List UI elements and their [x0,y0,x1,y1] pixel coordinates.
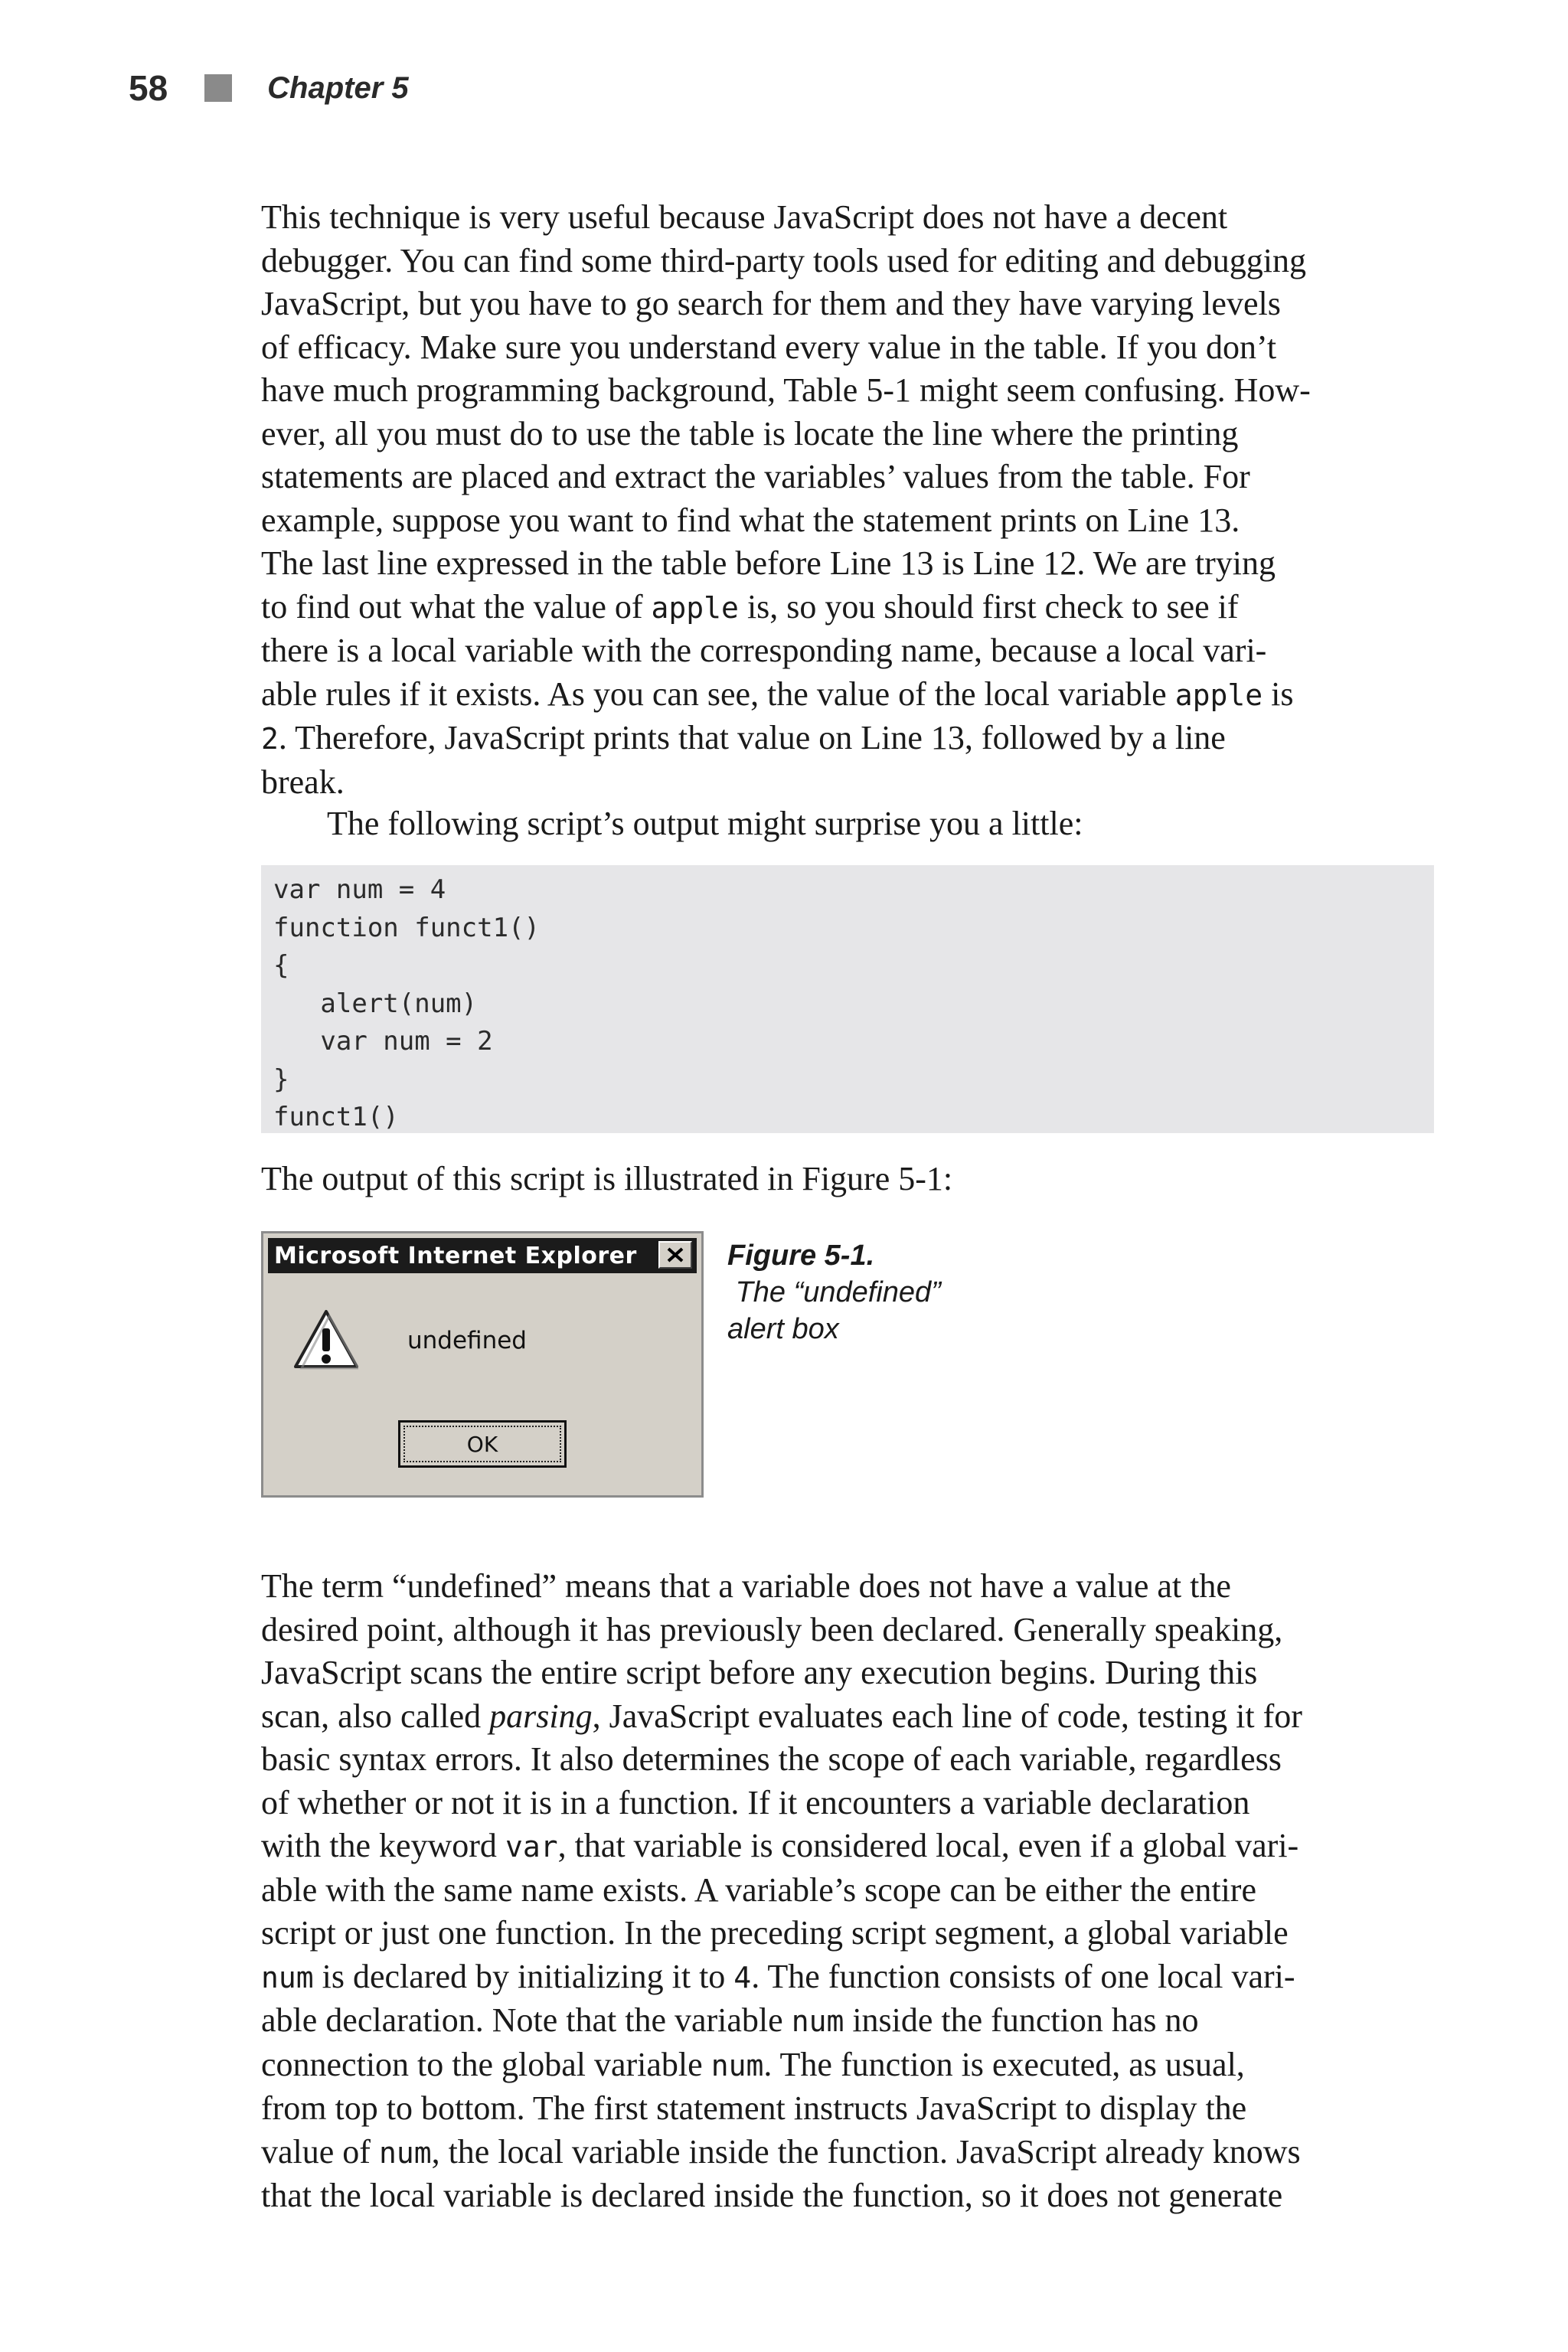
inline-code: 2 [261,722,279,756]
code-line: { [273,950,289,981]
text-fragment: is [1263,675,1294,713]
dialog-title: Microsoft Internet Explorer [274,1243,637,1269]
text-fragment: able rules if it exists. As you can see, the value of the local variable [261,675,1175,713]
inline-code: num [261,1960,314,1994]
code-line: } [273,1063,289,1095]
paragraph-figure-reference: The output of this script is illustrated in Figure 5-1: [261,1160,953,1197]
text-line: from top to bottom. The first statement instructs JavaScript to display the [261,2089,1247,2127]
close-icon [665,1246,685,1263]
inline-code: num [378,2135,432,2170]
text-fragment: , that variable is considered local, even if a global vari- [557,1827,1299,1864]
text-line [261,717,1440,761]
inline-code: num [710,2048,764,2082]
text-fragment: value of [261,2132,379,2171]
text-line: of efficacy. Make sure you understand every value in the table. If you don’t [261,328,1277,366]
header-square-ornament [204,74,232,102]
close-button[interactable] [658,1241,692,1269]
paragraph-script-intro: The following script’s output might surprise you a little: [327,805,1083,842]
inline-code: apple [651,590,739,625]
text-fragment: to find out what the value of [261,587,652,626]
text-fragment: inside the function has no [844,2001,1199,2039]
inline-code: 4 [733,1960,752,1994]
code-line: function funct1() [273,912,540,943]
inline-code: num [791,2004,844,2038]
text-line: ever, all you must do to use the table is locate the line where the printing [261,414,1239,452]
text-line: of whether or not it is in a function. If it encounters a variable declaration [261,1783,1250,1821]
text-line [261,1955,1440,2000]
text-fragment: is declared by initializing it to [313,1957,734,1995]
page-number: 58 [129,68,168,108]
text-line: that the local variable is declared inside the function, so it does not generate [261,2177,1283,2214]
text-line [261,2131,1440,2175]
dialog-titlebar [268,1238,697,1273]
code-line: alert(num) [273,988,478,1019]
text-line: basic syntax errors. It also determines the scope of each variable, regardless [261,1740,1282,1778]
figure-caption-label: Figure 5-1. [727,1240,875,1272]
figure-caption-line [727,1274,1003,1311]
chapter-label: Chapter 5 [267,70,409,105]
text-fragment: is, so you should first check to see if [738,587,1239,626]
text-fragment: connection to the global variable [261,2045,711,2083]
running-header [129,67,409,109]
text-line: JavaScript, but you have to go search for them and they have varying levels [261,285,1281,322]
text-line: have much programming background, Table 5-1 might seem confusing. How- [261,371,1311,409]
text-line [261,1999,1440,2043]
text-line: debugger. You can find some third-party tools used for editing and debugging [261,241,1307,279]
text-line: The last line expressed in the table before Line 13 is Line 12. We are trying [261,544,1276,582]
text-fragment: with the keyword [261,1827,505,1864]
text-line: example, suppose you want to find what the statement prints on Line 13. [261,501,1240,539]
text-fragment: scan, also called [261,1697,490,1735]
ok-button-label: OK [403,1426,561,1462]
text-line: desired point, although it has previously been declared. Generally speaking, [261,1610,1283,1648]
figure-caption [727,1237,1003,1348]
code-line: var num = 2 [273,1026,493,1057]
text-line [261,673,1440,717]
text-fragment: . Therefore, JavaScript prints that value on Line 13, followed by a line [278,719,1226,756]
dialog-message: undefined [407,1327,527,1354]
text-line: statements are placed and extract the variables’ values from the table. For [261,458,1250,495]
alert-dialog [261,1231,704,1498]
text-line: break. [261,763,345,801]
text-fragment: . The function is executed, as usual, [763,2045,1245,2083]
text-line: able with the same name exists. A variable’s scope can be either the entire [261,1870,1256,1909]
text-line [261,1824,1440,1869]
code-block [261,865,1434,1133]
text-line: The term “undefined” means that a variable does not have a value at the [261,1567,1231,1605]
text-fragment: able declaration. Note that the variable [261,2001,792,2039]
text-line [261,1695,1440,1739]
text-fragment: , JavaScript evaluates each line of code, testing it for [592,1697,1302,1735]
inline-code: var [505,1830,558,1864]
text-fragment: , the local variable inside the function. JavaScript already knows [431,2132,1301,2171]
code-line: var num = 4 [273,874,446,905]
paragraph-undefined-explanation [261,1565,1440,2218]
text-line: This technique is very useful because JavaScript does not have a decent [261,198,1228,236]
paragraph-debugging-technique [261,196,1440,804]
figure-caption-text: The “undefined” [735,1276,941,1308]
text-fragment: . The function consists of one local vari- [751,1957,1295,1995]
figure-caption-line: alert box [727,1313,839,1345]
text-line: JavaScript scans the entire script before any execution begins. During this [261,1654,1258,1691]
ok-button[interactable] [398,1420,567,1468]
text-line [261,2043,1440,2088]
code-line: funct1() [273,1102,399,1132]
text-line: script or just one function. In the preceding script segment, a global variable [261,1914,1289,1952]
text-line [261,586,1440,630]
emphasized-term: parsing [489,1697,593,1735]
warning-icon [294,1308,358,1370]
inline-code: apple [1174,678,1263,712]
text-line: there is a local variable with the corresponding name, because a local vari- [261,632,1267,669]
